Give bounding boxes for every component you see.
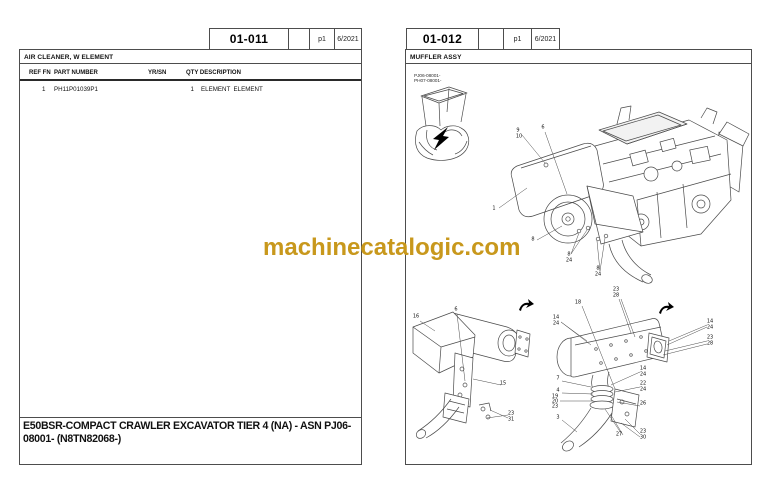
machine-location-thumbnail — [411, 84, 475, 164]
callout-label: 24 — [639, 386, 647, 393]
callout-label: 7 — [556, 375, 560, 382]
callout-label: 18 — [574, 299, 582, 306]
callout-label: 14 — [639, 365, 647, 372]
callout-label: 28 — [612, 292, 620, 299]
left-section-title: AIR CLEANER, W ELEMENT — [20, 50, 361, 64]
serial-range-line2: PH07-08001- — [414, 79, 442, 85]
cell-ref-fn: 1 — [42, 86, 46, 93]
left-header-blank-cell — [289, 28, 310, 50]
right-header-page-num: p1 — [504, 28, 532, 50]
column-yrsn: YR/SN — [148, 70, 167, 76]
right-section-title: MUFFLER ASSY — [406, 50, 751, 64]
callout-label: 23 — [706, 334, 714, 341]
direction-arrow-icon — [519, 299, 534, 311]
callout-label: 26 — [639, 400, 647, 407]
callout-label: 8 — [531, 236, 535, 243]
callout-label: 10 — [515, 133, 523, 140]
callout-label: 23 — [551, 403, 559, 410]
left-page-number: 01-011 — [209, 28, 289, 50]
callout-label: 16 — [412, 313, 420, 320]
callout-label: 23 — [507, 410, 515, 417]
watermark-text: machinecatalogic.com — [263, 234, 521, 261]
callout-label: 23 — [612, 286, 620, 293]
serial-range-line1: PJ06-08001- — [414, 74, 441, 79]
callout-label: 24 — [594, 271, 602, 278]
left-page-header-strip — [209, 28, 362, 50]
direction-arrow-icon — [659, 302, 674, 314]
muffler-shield-diagram — [409, 297, 534, 439]
column-qty-description: QTY DESCRIPTION — [186, 70, 241, 76]
callout-label: 24 — [552, 320, 560, 327]
right-header-blank-cell — [479, 28, 504, 50]
left-header-date: 6/2021 — [335, 28, 362, 50]
callout-label: 20 — [551, 398, 559, 405]
callout-label: 31 — [507, 416, 515, 423]
callout-label: 8 — [596, 265, 600, 272]
callout-label: 24 — [565, 257, 573, 264]
cell-description: ELEMENT ELEMENT — [201, 86, 263, 93]
table-row — [20, 83, 361, 93]
callout-label: 14 — [552, 314, 560, 321]
callout-label: 15 — [499, 380, 507, 387]
callout-label: 30 — [639, 434, 647, 441]
callout-label: 24 — [706, 324, 714, 331]
callout-label: 14 — [706, 318, 714, 325]
engine-muffler-diagram — [491, 104, 753, 294]
callout-label: 28 — [706, 340, 714, 347]
callout-label: 23 — [639, 428, 647, 435]
cell-part-number: PH11P01039P1 — [54, 86, 98, 93]
cell-qty: 1 — [190, 86, 194, 93]
column-ref-fn: REF FN — [29, 70, 51, 76]
callout-label: 3 — [556, 414, 560, 421]
right-page-header-strip — [406, 28, 560, 50]
callout-label: 19 — [551, 393, 559, 400]
callout-label: 1 — [492, 205, 496, 212]
callout-label: 6 — [541, 124, 545, 131]
callout-label: 24 — [639, 371, 647, 378]
right-header-date: 6/2021 — [532, 28, 560, 50]
parts-table-header — [20, 64, 361, 81]
callout-label: 9 — [516, 127, 520, 134]
model-footer-text: E50BSR-COMPACT CRAWLER EXCAVATOR TIER 4 (NA) - ASN PJ06-08001- (N8TN82068-) — [20, 417, 361, 464]
right-page-number: 01-012 — [406, 28, 479, 50]
column-part-number: PART NUMBER — [54, 70, 98, 76]
callout-label: 6 — [454, 306, 458, 313]
callout-label: 27 — [615, 431, 623, 438]
callout-label: 8 — [567, 251, 571, 258]
callout-label: 4 — [556, 387, 560, 394]
callout-label: 22 — [639, 380, 647, 387]
left-header-page-num: p1 — [310, 28, 335, 50]
muffler-pipe-diagram — [541, 286, 753, 457]
